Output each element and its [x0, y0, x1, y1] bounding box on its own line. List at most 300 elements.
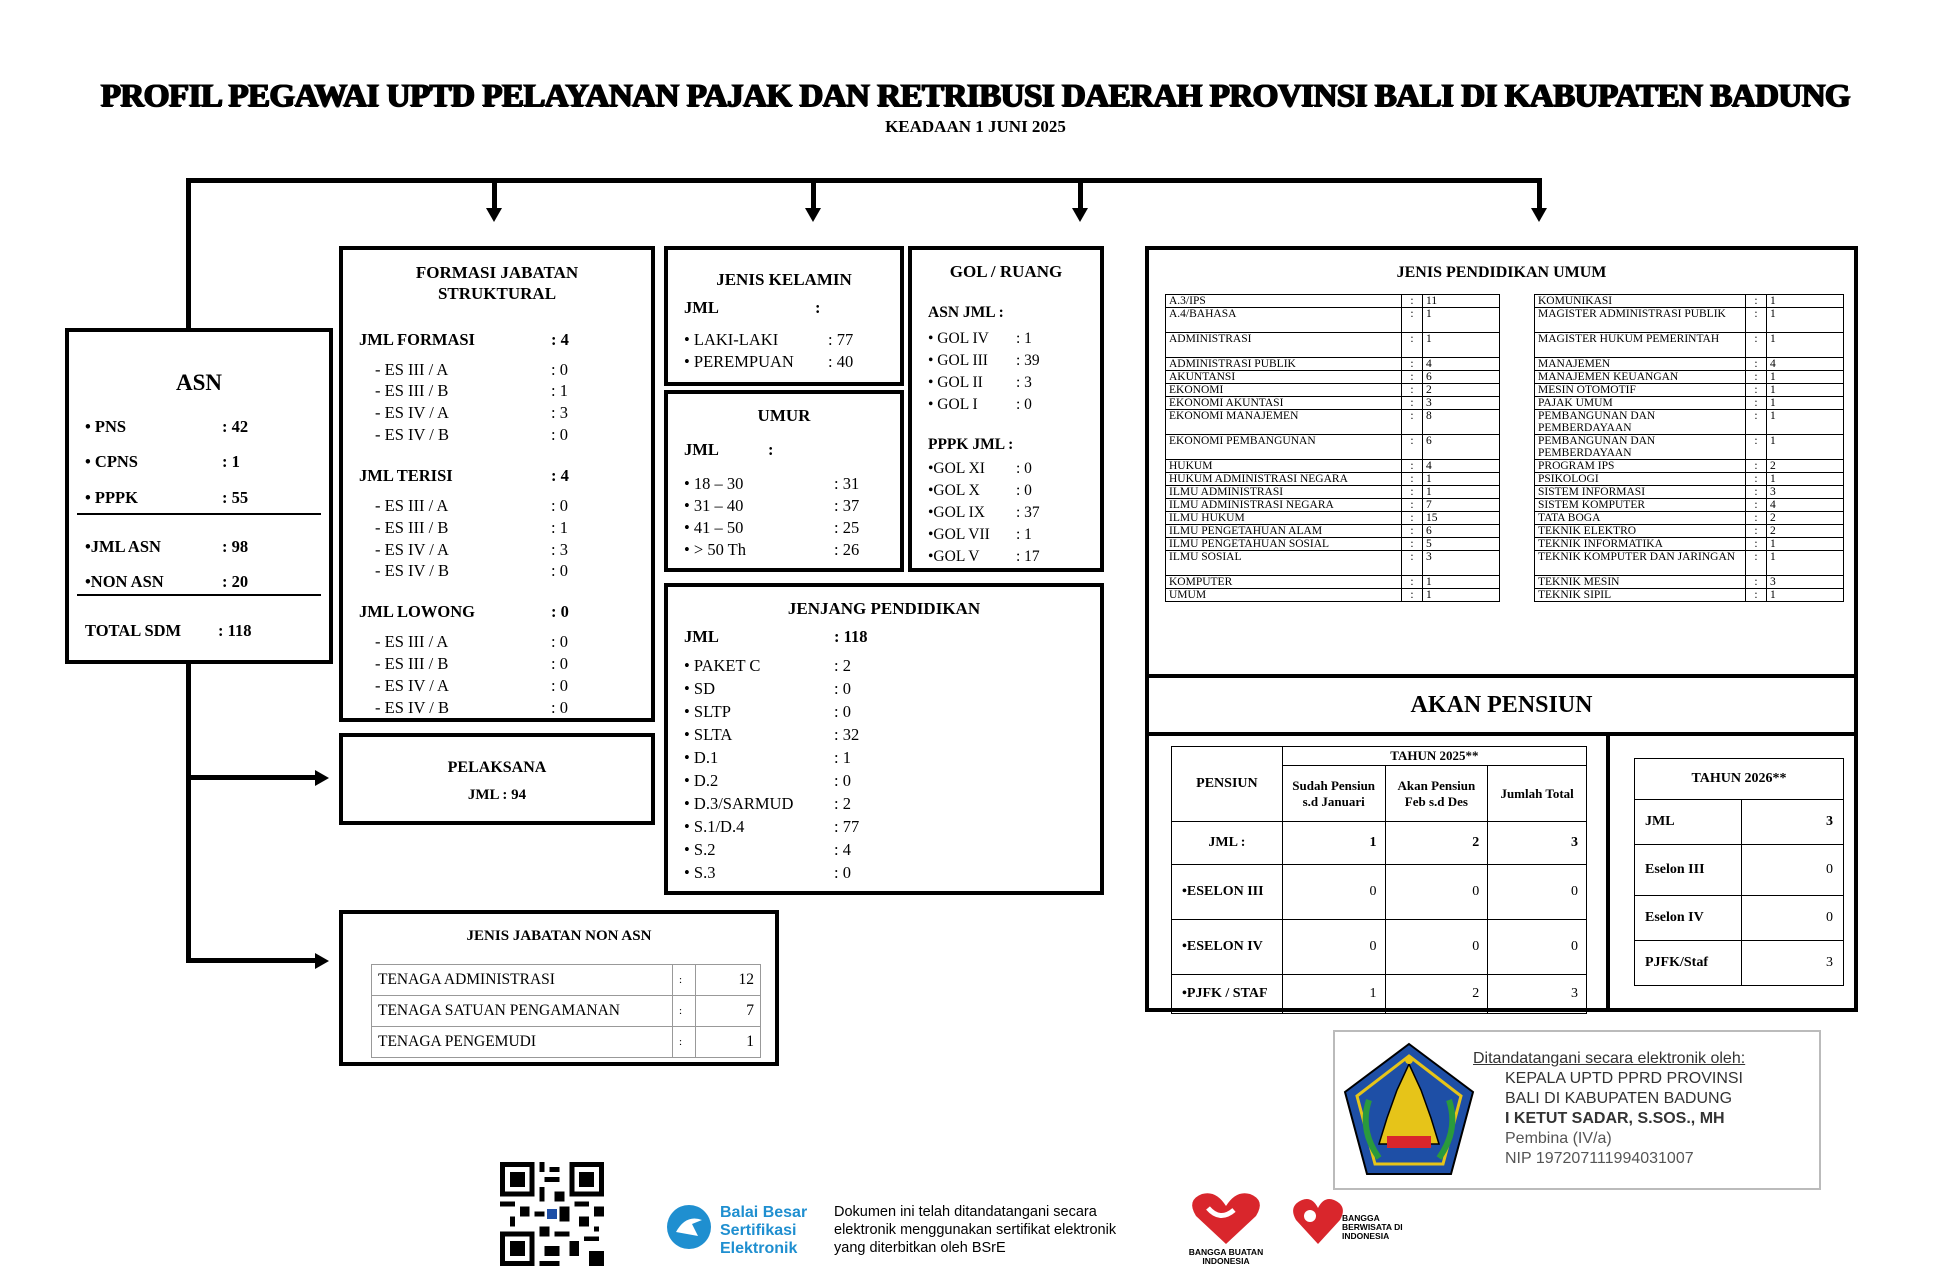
table-row — [1166, 333, 1500, 358]
edu-label: PROGRAM IPS — [1535, 460, 1746, 473]
edu-value: 1 — [1423, 333, 1500, 358]
lowong-item-value: : 0 — [551, 676, 568, 695]
edu-value: 6 — [1423, 371, 1500, 384]
asn-cpns-label: • CPNS — [85, 452, 138, 471]
edu-sep: : — [1746, 486, 1767, 499]
signature-line3: BALI DI KABUPATEN BADUNG — [1505, 1090, 1733, 1107]
table-row — [1166, 460, 1500, 473]
page-subtitle: KEADAAN 1 JUNI 2025 — [885, 117, 1066, 136]
edu-label: UMUM — [1166, 589, 1402, 602]
pelaksana-heading: PELAKSANA — [447, 759, 547, 776]
bsre-name-3: Elektronik — [720, 1240, 798, 1257]
formasi-heading: FORMASI JABATAN STRUKTURAL — [415, 263, 579, 303]
edu-sep: : — [1746, 308, 1767, 333]
edu-value: 1 — [1423, 473, 1500, 486]
edu-label: TATA BOGA — [1535, 512, 1746, 525]
signature-line5: Pembina (IV/a) — [1505, 1130, 1612, 1147]
formasi-item-value: : 3 — [551, 403, 568, 422]
nonasn-table — [371, 964, 761, 1058]
asn-jml-label: •JML ASN — [85, 537, 161, 556]
pensiun-2026-value: 3 — [1742, 941, 1844, 986]
asn-box — [65, 328, 333, 664]
divider — [77, 513, 321, 515]
gol-box — [908, 246, 1104, 572]
pensiun-col-header: Jumlah Total — [1488, 766, 1587, 822]
edu-label: ILMU ADMINISTRASI NEGARA — [1166, 499, 1402, 512]
edu-value: 3 — [1767, 486, 1844, 499]
edu-label: A.3/IPS — [1166, 295, 1402, 308]
edu-label: ILMU PENGETAHUAN SOSIAL — [1166, 538, 1402, 551]
arrow-icon — [805, 208, 821, 222]
edu-value: 1 — [1423, 308, 1500, 333]
pensiun-value: 2 — [1385, 822, 1488, 865]
table-row — [1166, 410, 1500, 435]
edu-sep: : — [1402, 538, 1423, 551]
table-row — [1535, 525, 1844, 538]
connector-h-pelaksana — [186, 775, 316, 780]
formasi-item-value: : 1 — [551, 381, 568, 400]
edu-sep: : — [1402, 551, 1423, 576]
lowong-item-label: - ES IV / B — [375, 698, 449, 717]
edu-label: TEKNIK ELEKTRO — [1535, 525, 1746, 538]
edu-sep: : — [1746, 551, 1767, 576]
edu-label: MAGISTER ADMINISTRASI PUBLIK — [1535, 308, 1746, 333]
gol-pppk-item-value: : 37 — [1016, 504, 1040, 521]
table-row — [1166, 371, 1500, 384]
kelamin-laki-value: : 77 — [828, 330, 854, 349]
formasi-jml-label: JML FORMASI — [359, 330, 475, 349]
edu-value: 1 — [1767, 473, 1844, 486]
nonasn-sep: : — [673, 965, 696, 996]
pensiun-value: 3 — [1488, 975, 1587, 1014]
jenjang-item-value: : 1 — [834, 748, 851, 767]
pensiun-value: 1 — [1282, 822, 1385, 865]
terisi-jml-value: : 4 — [551, 466, 569, 485]
table-row — [1166, 499, 1500, 512]
edu-label: ILMU HUKUM — [1166, 512, 1402, 525]
gol-asn-label: ASN JML : — [928, 304, 1004, 321]
jenjang-item-label: • SLTA — [684, 725, 733, 744]
table-row — [1535, 295, 1844, 308]
table-row — [1535, 371, 1844, 384]
edu-value: 1 — [1767, 538, 1844, 551]
table-row — [1535, 397, 1844, 410]
umur-box — [664, 390, 904, 572]
edu-label: MAGISTER HUKUM PEMERINTAH — [1535, 333, 1746, 358]
umur-item-label: • 31 – 40 — [684, 496, 744, 515]
gol-asn-item-label: • GOL I — [928, 396, 978, 413]
edu-sep: : — [1746, 499, 1767, 512]
table-row — [1166, 486, 1500, 499]
table-row — [1535, 499, 1844, 512]
edu-value: 1 — [1767, 295, 1844, 308]
formasi-item-value: : 0 — [551, 360, 568, 379]
asn-heading: ASN — [175, 370, 222, 395]
edu-label: KOMPUTER — [1166, 576, 1402, 589]
bangga-buatan-indonesia-text: BANGGA BUATAN INDONESIA — [1188, 1247, 1264, 1266]
gol-pppk-item-value: : 0 — [1016, 482, 1032, 499]
edu-value: 1 — [1423, 576, 1500, 589]
edu-label: TEKNIK MESIN — [1535, 576, 1746, 589]
pendidikan-umum-left-table — [1165, 294, 1500, 602]
edu-value: 1 — [1767, 410, 1844, 435]
table-row — [1166, 397, 1500, 410]
nonasn-label: TENAGA PENGEMUDI — [372, 1027, 673, 1058]
footer-note-3: yang diterbitkan oleh BSrE — [834, 1240, 1006, 1256]
edu-value: 11 — [1423, 295, 1500, 308]
page-title: PROFIL PEGAWAI UPTD PELAYANAN PAJAK DAN RETRIBUSI DAERAH PROVINSI BALI DI KABUPATEN BADUNG — [100, 78, 1851, 114]
table-row — [1535, 358, 1844, 371]
edu-sep: : — [1746, 460, 1767, 473]
pensiun-row-label: •ESELON III — [1172, 865, 1283, 920]
table-row — [1172, 865, 1587, 920]
table-row — [1166, 473, 1500, 486]
pensiun-year-header: TAHUN 2025** — [1282, 747, 1586, 766]
table-row — [1535, 460, 1844, 473]
table-row — [372, 996, 761, 1027]
kelamin-laki-label: • LAKI-LAKI — [684, 330, 779, 349]
edu-sep: : — [1402, 397, 1423, 410]
jenjang-item-label: • SLTP — [684, 702, 731, 721]
edu-value: 1 — [1767, 308, 1844, 333]
formasi-item-label: - ES III / A — [375, 360, 449, 379]
edu-value: 1 — [1767, 371, 1844, 384]
edu-sep: : — [1402, 371, 1423, 384]
umur-jml-label: JML — [684, 440, 719, 459]
table-row — [1535, 576, 1844, 589]
edu-value: 3 — [1423, 551, 1500, 576]
table-row — [1166, 435, 1500, 460]
edu-value: 1 — [1423, 589, 1500, 602]
table-row — [1166, 512, 1500, 525]
terisi-item-label: - ES IV / A — [375, 540, 449, 559]
edu-label: EKONOMI AKUNTASI — [1166, 397, 1402, 410]
nonasn-box — [339, 910, 779, 1066]
arrow-icon — [1072, 208, 1088, 222]
edu-label: KOMUNIKASI — [1535, 295, 1746, 308]
jenjang-item-value: : 0 — [834, 863, 851, 882]
edu-sep: : — [1402, 333, 1423, 358]
edu-sep: : — [1746, 512, 1767, 525]
jenjang-item-value: : 4 — [834, 840, 851, 859]
edu-sep: : — [1402, 473, 1423, 486]
pensiun-2026-table — [1634, 758, 1844, 986]
pensiun-2026-value: 0 — [1742, 896, 1844, 941]
jenjang-item-label: • D.1 — [684, 748, 719, 767]
bsre-name-2: Sertifikasi — [720, 1222, 797, 1239]
asn-pppk-value: : 55 — [222, 488, 249, 507]
pensiun-2025-table — [1171, 746, 1587, 1014]
edu-value: 1 — [1767, 333, 1844, 358]
edu-sep: : — [1402, 308, 1423, 333]
jenjang-item-label: • D.2 — [684, 771, 719, 790]
edu-value: 2 — [1767, 460, 1844, 473]
kelamin-box — [664, 246, 904, 386]
gol-pppk-item-label: •GOL XI — [928, 460, 985, 477]
connector-h-nonasn — [186, 958, 316, 963]
qr-code-icon — [500, 1162, 604, 1266]
edu-sep: : — [1746, 333, 1767, 358]
edu-label: AKUNTANSI — [1166, 371, 1402, 384]
edu-value: 6 — [1423, 435, 1500, 460]
umur-jml-colon: : — [768, 440, 774, 459]
jenjang-heading: JENJANG PENDIDIKAN — [787, 599, 981, 618]
edu-label: TEKNIK SIPIL — [1535, 589, 1746, 602]
edu-label: MANAJEMEN — [1535, 358, 1746, 371]
pensiun-heading: AKAN PENSIUN — [1410, 692, 1593, 718]
table-row — [1172, 920, 1587, 975]
edu-label: ILMU ADMINISTRASI — [1166, 486, 1402, 499]
jenjang-box — [664, 583, 1104, 895]
jenjang-jml-label: JML — [684, 627, 719, 646]
kelamin-perempuan-label: • PEREMPUAN — [684, 352, 794, 371]
table-row — [1166, 295, 1500, 308]
jenjang-item-value: : 32 — [834, 725, 860, 744]
pensiun-col-header: Akan Pensiun Feb s.d Des — [1385, 766, 1488, 822]
gol-asn-item-value: : 39 — [1016, 352, 1040, 369]
umur-item-value: : 25 — [834, 518, 860, 537]
edu-value: 4 — [1423, 460, 1500, 473]
kelamin-heading: JENIS KELAMIN — [716, 270, 852, 289]
formasi-box — [339, 246, 655, 722]
table-row — [1166, 551, 1500, 576]
table-row — [1535, 384, 1844, 397]
pensiun-value: 0 — [1385, 865, 1488, 920]
edu-value: 2 — [1423, 384, 1500, 397]
edu-sep: : — [1402, 499, 1423, 512]
pendidikan-umum-right-table — [1534, 294, 1844, 602]
edu-sep: : — [1402, 435, 1423, 460]
formasi-item-label: - ES IV / A — [375, 403, 449, 422]
edu-label: PEMBANGUNAN DAN PEMBERDAYAAN — [1535, 435, 1746, 460]
edu-sep: : — [1746, 576, 1767, 589]
edu-sep: : — [1402, 295, 1423, 308]
pensiun-2026-label: JML — [1635, 800, 1742, 845]
edu-label: MESIN OTOMOTIF — [1535, 384, 1746, 397]
edu-label: TEKNIK KOMPUTER DAN JARINGAN — [1535, 551, 1746, 576]
edu-value: 1 — [1423, 486, 1500, 499]
total-sdm-label: TOTAL SDM — [85, 621, 182, 640]
terisi-item-value: : 3 — [551, 540, 568, 559]
kelamin-jml-colon: : — [815, 298, 821, 317]
edu-value: 1 — [1767, 589, 1844, 602]
edu-label: ADMINISTRASI — [1166, 333, 1402, 358]
nonasn-value: 12 — [696, 965, 761, 996]
pensiun-2026-label: Eselon IV — [1635, 896, 1742, 941]
edu-value: 4 — [1767, 499, 1844, 512]
edu-label: TEKNIK INFORMATIKA — [1535, 538, 1746, 551]
edu-sep: : — [1746, 397, 1767, 410]
gol-asn-item-label: • GOL III — [928, 352, 988, 369]
table-row — [1166, 384, 1500, 397]
edu-label: EKONOMI PEMBANGUNAN — [1166, 435, 1402, 460]
signature-line6: NIP 197207111994031007 — [1505, 1150, 1694, 1167]
table-row — [1535, 551, 1844, 576]
asn-jml-value: : 98 — [222, 537, 249, 556]
umur-item-value: : 31 — [834, 474, 860, 493]
edu-sep: : — [1746, 538, 1767, 551]
edu-label: SISTEM INFORMASI — [1535, 486, 1746, 499]
edu-value: 1 — [1767, 384, 1844, 397]
pensiun-2026-value: 0 — [1742, 845, 1844, 896]
pensiun-2026-label: Eselon III — [1635, 845, 1742, 896]
jenjang-item-value: : 0 — [834, 702, 851, 721]
nonasn-label: TENAGA ADMINISTRASI — [372, 965, 673, 996]
pensiun-2026-label: PJFK/Staf — [1635, 941, 1742, 986]
terisi-item-value: : 0 — [551, 496, 568, 515]
gol-asn-item-value: : 3 — [1016, 374, 1032, 391]
connector-v4 — [1537, 178, 1542, 208]
table-row — [1535, 435, 1844, 460]
lowong-item-label: - ES IV / A — [375, 676, 449, 695]
edu-sep: : — [1746, 371, 1767, 384]
edu-label: PEMBANGUNAN DAN PEMBERDAYAAN — [1535, 410, 1746, 435]
table-row — [1635, 759, 1844, 800]
asn-pppk-label: • PPPK — [85, 488, 138, 507]
edu-value: 3 — [1767, 576, 1844, 589]
jenjang-item-value: : 0 — [834, 679, 851, 698]
pendidikan-umum-heading: JENIS PENDIDIKAN UMUM — [1396, 264, 1607, 281]
terisi-item-value: : 0 — [551, 561, 568, 580]
edu-sep: : — [1746, 473, 1767, 486]
edu-label: ILMU SOSIAL — [1166, 551, 1402, 576]
edu-label: ILMU PENGETAHUAN ALAM — [1166, 525, 1402, 538]
edu-sep: : — [1746, 525, 1767, 538]
lowong-item-value: : 0 — [551, 698, 568, 717]
gol-pppk-item-label: •GOL IX — [928, 504, 985, 521]
pensiun-row-label: •PJFK / STAF — [1172, 975, 1283, 1014]
pensiun-2026-box — [1606, 732, 1858, 1012]
jenjang-item-label: • PAKET C — [684, 656, 761, 675]
arrow-icon — [315, 770, 329, 786]
terisi-item-label: - ES IV / B — [375, 561, 449, 580]
edu-sep: : — [1402, 589, 1423, 602]
edu-value: 1 — [1767, 551, 1844, 576]
edu-label: PSIKOLOGI — [1535, 473, 1746, 486]
edu-sep: : — [1402, 512, 1423, 525]
pendidikan-umum-box — [1145, 246, 1858, 678]
jenjang-item-value: : 2 — [834, 794, 851, 813]
divider — [77, 594, 321, 596]
nonasn-sep: : — [673, 1027, 696, 1058]
pensiun-value: 0 — [1282, 865, 1385, 920]
edu-sep: : — [1402, 384, 1423, 397]
pensiun-row-label: •ESELON IV — [1172, 920, 1283, 975]
edu-label: HUKUM ADMINISTRASI NEGARA — [1166, 473, 1402, 486]
jenjang-item-value: : 2 — [834, 656, 851, 675]
edu-value: 1 — [1767, 397, 1844, 410]
pensiun-row-label: JML : — [1172, 822, 1283, 865]
gol-heading: GOL / RUANG — [949, 262, 1063, 281]
signature-line4: I KETUT SADAR, S.SOS., MH — [1505, 1110, 1725, 1127]
connector-v2 — [811, 178, 816, 208]
edu-sep: : — [1746, 358, 1767, 371]
bangga-berwisata-text: BANGGA BERWISATA DI INDONESIA — [1342, 1213, 1403, 1241]
lowong-item-label: - ES III / A — [375, 632, 449, 651]
gol-pppk-item-value: : 17 — [1016, 548, 1040, 565]
jenjang-item-label: • S.3 — [684, 863, 716, 882]
table-row — [1166, 525, 1500, 538]
edu-label: EKONOMI MANAJEMEN — [1166, 410, 1402, 435]
arrow-icon — [486, 208, 502, 222]
nonasn-value: 1 — [696, 1027, 761, 1058]
formasi-item-label: - ES III / B — [375, 381, 449, 400]
lowong-item-value: : 0 — [551, 654, 568, 673]
table-row — [1535, 410, 1844, 435]
non-asn-label: •NON ASN — [85, 572, 164, 591]
gol-pppk-item-label: •GOL V — [928, 548, 980, 565]
table-row — [1535, 538, 1844, 551]
gol-asn-item-label: • GOL IV — [928, 330, 989, 347]
jenjang-item-label: • S.1/D.4 — [684, 817, 745, 836]
edu-sep: : — [1402, 576, 1423, 589]
terisi-item-value: : 1 — [551, 518, 568, 537]
connector-left-down — [186, 660, 191, 962]
edu-sep: : — [1402, 460, 1423, 473]
pensiun-value: 3 — [1488, 822, 1587, 865]
connector-left-up — [186, 178, 191, 328]
pensiun-heading-box — [1145, 674, 1858, 736]
gol-asn-item-value: : 0 — [1016, 396, 1032, 413]
table-row — [1535, 333, 1844, 358]
footer-note-1: Dokumen ini telah ditandatangani secara — [834, 1204, 1097, 1220]
table-row — [372, 965, 761, 996]
asn-cpns-value: : 1 — [222, 452, 240, 471]
lowong-item-label: - ES III / B — [375, 654, 449, 673]
umur-item-label: • 18 – 30 — [684, 474, 744, 493]
edu-value: 7 — [1423, 499, 1500, 512]
formasi-item-value: : 0 — [551, 425, 568, 444]
bsre-logo-icon — [664, 1202, 714, 1252]
gol-pppk-item-value: : 1 — [1016, 526, 1032, 543]
edu-sep: : — [1746, 295, 1767, 308]
nonasn-heading: JENIS JABATAN NON ASN — [466, 928, 652, 944]
edu-sep: : — [1746, 435, 1767, 460]
gol-pppk-item-value: : 0 — [1016, 460, 1032, 477]
edu-sep: : — [1402, 410, 1423, 435]
terisi-item-label: - ES III / B — [375, 518, 449, 537]
pensiun-col-header: Sudah Pensiun s.d Januari — [1282, 766, 1385, 822]
edu-sep: : — [1402, 525, 1423, 538]
kelamin-jml-label: JML — [684, 298, 719, 317]
pensiun-value: 0 — [1385, 920, 1488, 975]
table-row — [1535, 473, 1844, 486]
terisi-item-label: - ES III / A — [375, 496, 449, 515]
nonasn-value: 7 — [696, 996, 761, 1027]
asn-pns-value: : 42 — [222, 417, 249, 436]
table-row — [1166, 576, 1500, 589]
formasi-jml-value: : 4 — [551, 330, 569, 349]
edu-value: 15 — [1423, 512, 1500, 525]
pensiun-col-header: PENSIUN — [1172, 747, 1283, 822]
edu-value: 2 — [1767, 525, 1844, 538]
gol-pppk-label: PPPK JML : — [928, 436, 1014, 453]
bangga-berwisata-logo-icon — [1290, 1192, 1346, 1246]
table-row — [1166, 538, 1500, 551]
pensiun-2025-box — [1145, 732, 1610, 1012]
pensiun-value: 0 — [1488, 865, 1587, 920]
gol-pppk-item-label: •GOL VII — [928, 526, 990, 543]
edu-sep: : — [1746, 384, 1767, 397]
lowong-jml-label: JML LOWONG — [359, 602, 475, 621]
table-row — [1166, 358, 1500, 371]
pensiun-value: 0 — [1488, 920, 1587, 975]
edu-label: ADMINISTRASI PUBLIK — [1166, 358, 1402, 371]
jenjang-item-label: • SD — [684, 679, 715, 698]
arrow-icon — [1531, 208, 1547, 222]
pensiun-2026-year: TAHUN 2026** — [1635, 759, 1844, 800]
signature-line2: KEPALA UPTD PPRD PROVINSI — [1505, 1070, 1743, 1087]
